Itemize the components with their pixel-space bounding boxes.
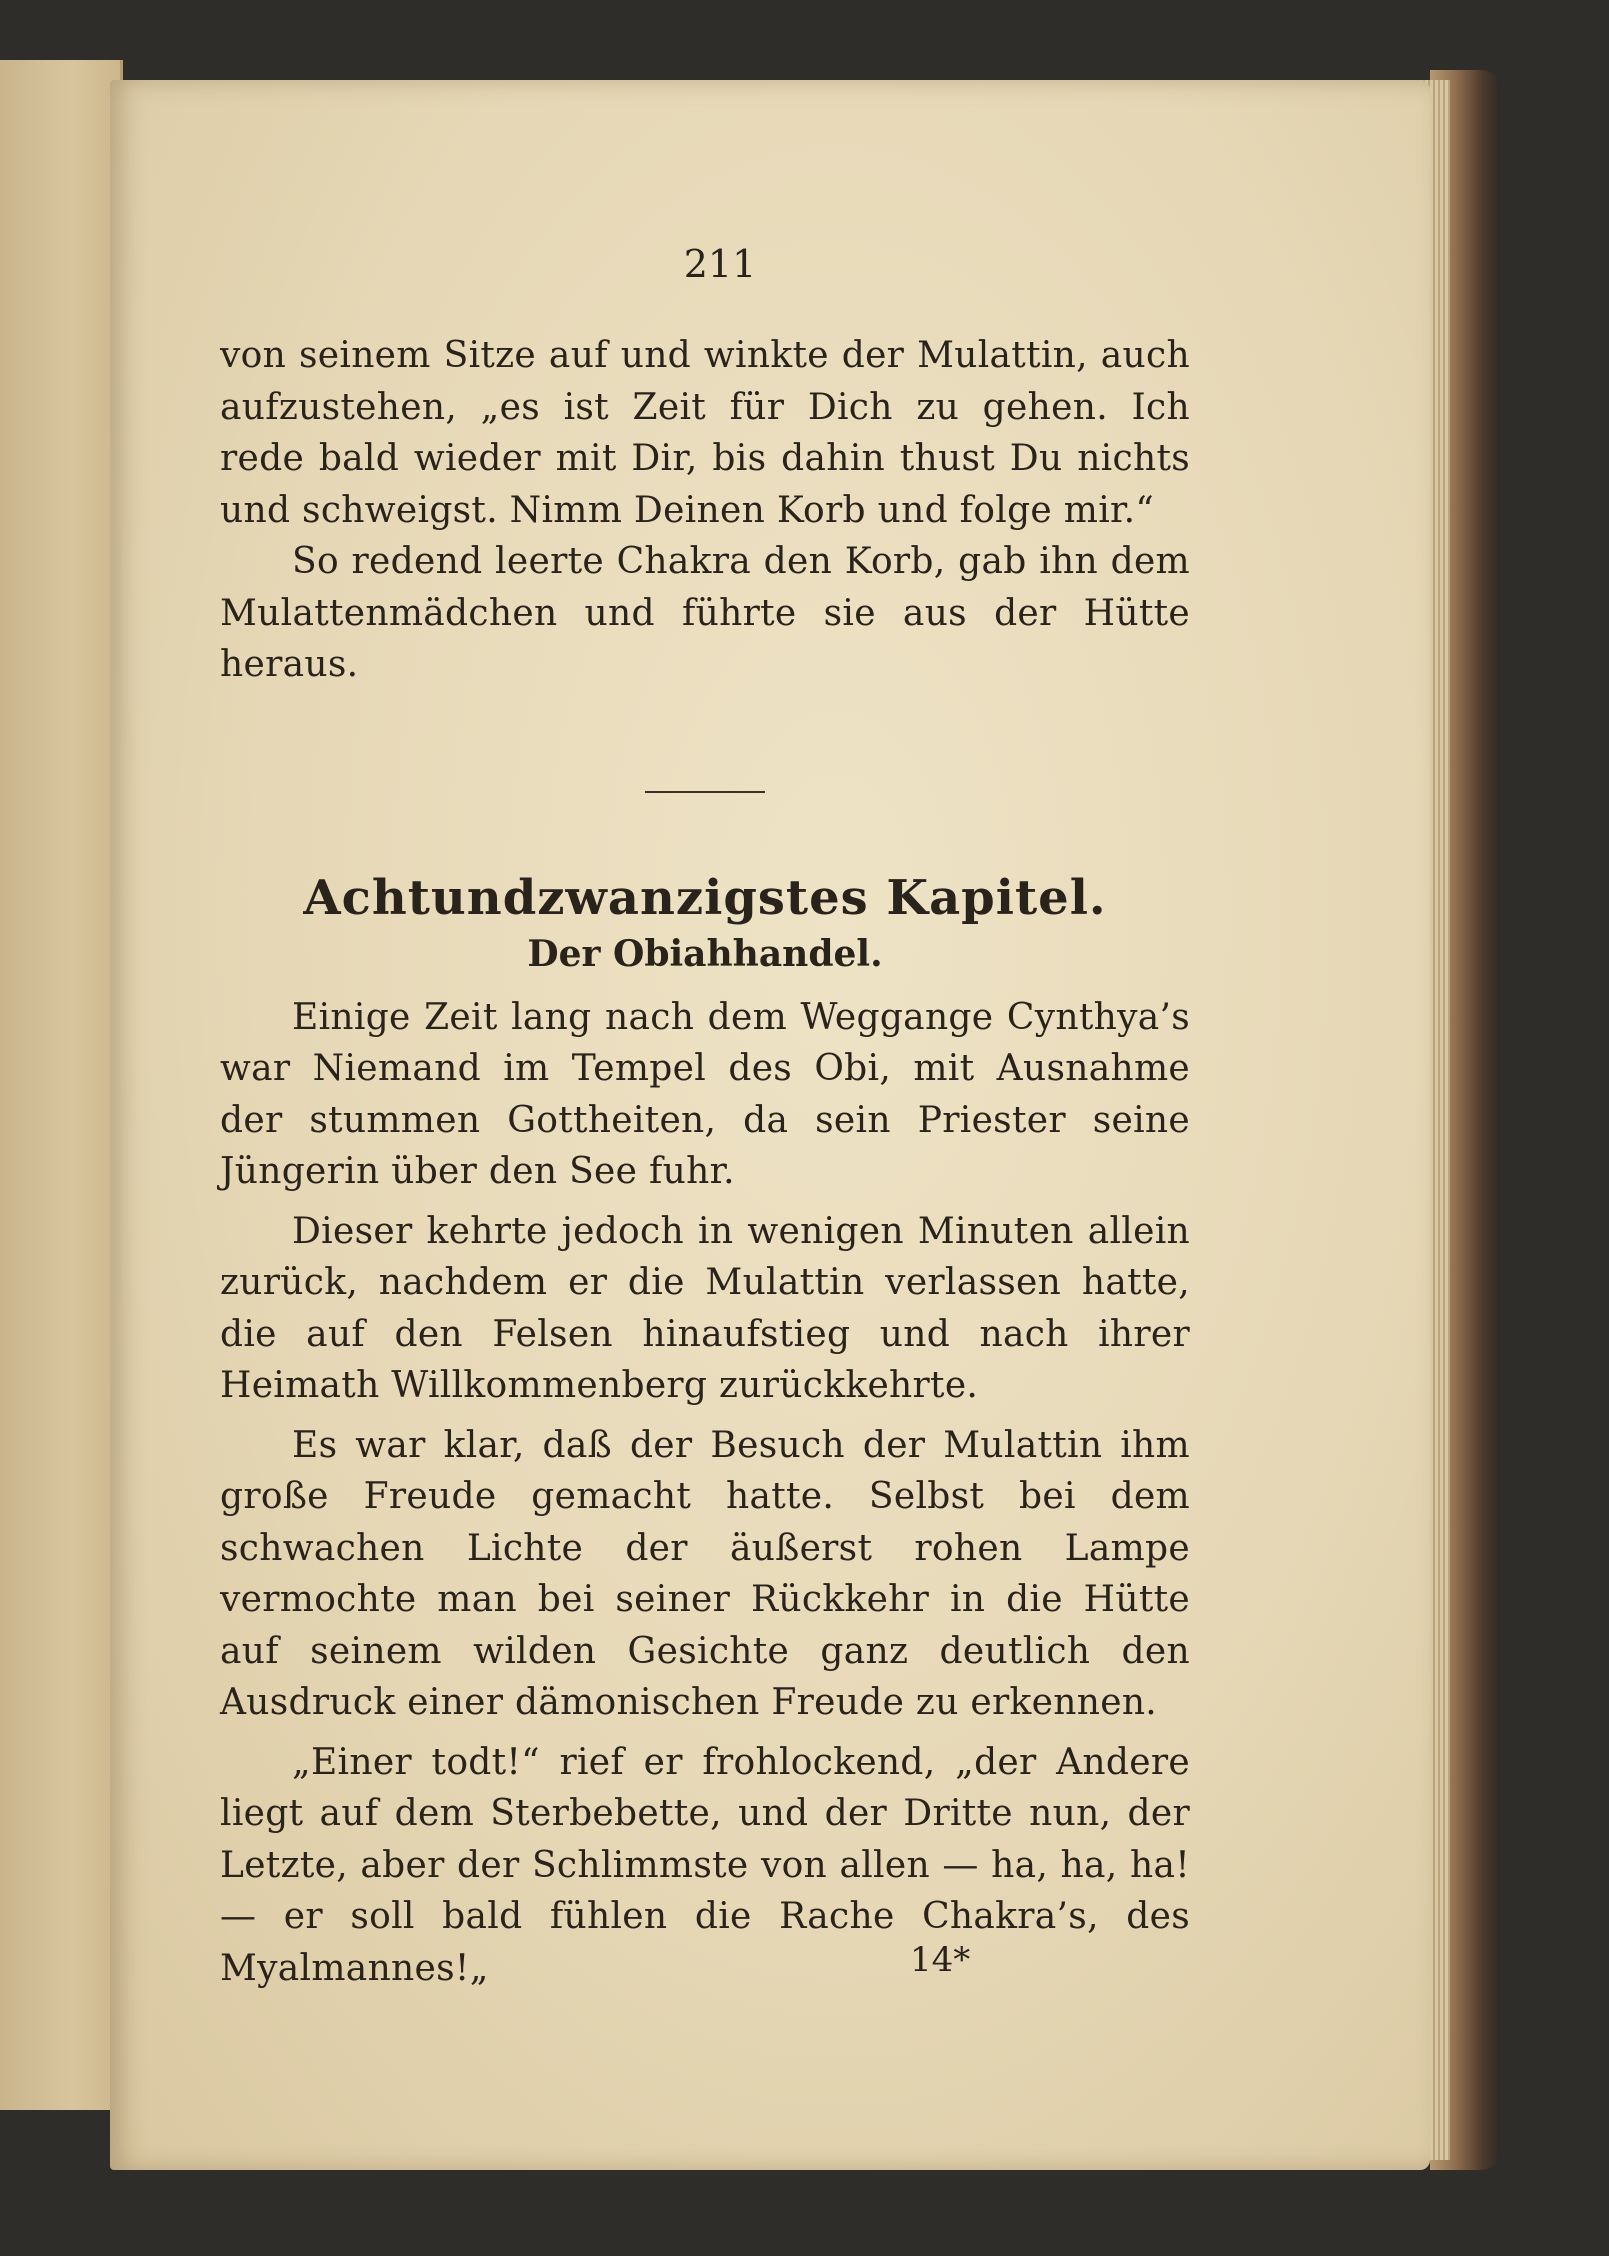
chapter-title: Achtundzwanzigstes Kapitel. bbox=[303, 869, 1107, 926]
printer-signature: 14* bbox=[910, 1940, 971, 1980]
chapter-subtitle: Der Obiahhandel. bbox=[527, 932, 883, 975]
paragraph: Es war klar, daß der Besuch der Mulattin ihm große Freude gemacht hatte. Selbst bei dem schwachen Lichte der äußerst rohen Lampe vermochte man bei seiner Rückkehr in die Hütte auf seinem wilden Gesichte ganz deutlich den Ausdruck einer dämonischen Freude zu erkennen. bbox=[220, 1424, 1190, 1723]
paragraph: Dieser kehrte jedoch in wenigen Minuten allein zurück, nachdem er die Mulattin verlassen hatte, die auf den Felsen hinaufstieg und nach ihrer Heimath Willkommenberg zurückkehrte. bbox=[220, 1210, 1190, 1406]
paragraph: Einige Zeit lang nach dem Weggange Cynthya’s war Niemand im Tempel des Obi, mit Ausnahme der stummen Gottheiten, da sein Priester seine Jüngerin über den See fuhr. bbox=[220, 996, 1190, 1192]
paragraph-continued: von seinem Sitze auf und winkte der Mulattin, auch aufzustehen, „es ist Zeit für Dich zu gehen. Ich rede bald wieder mit Dir, bis dahin thust Du nichts und schweigst. Nimm Deinen Korb und folge mir.“ bbox=[220, 335, 1190, 531]
paragraph: So redend leerte Chakra den Korb, gab ihn dem Mulattenmädchen und führte sie aus der Hütte heraus. bbox=[220, 541, 1190, 685]
page-text bbox=[220, 330, 1190, 1994]
page-number: 211 bbox=[683, 242, 757, 286]
paragraph: „Einer todt!“ rief er frohlockend, „der Andere liegt auf dem Sterbebette, und der Dritte nun, der Letzte, aber der Schlimmste von allen — ha, ha, ha! — er soll bald fühlen die Rache Chakra’s, des Myalmannes!„ bbox=[220, 1741, 1190, 1989]
left-page-edge bbox=[0, 60, 123, 2110]
